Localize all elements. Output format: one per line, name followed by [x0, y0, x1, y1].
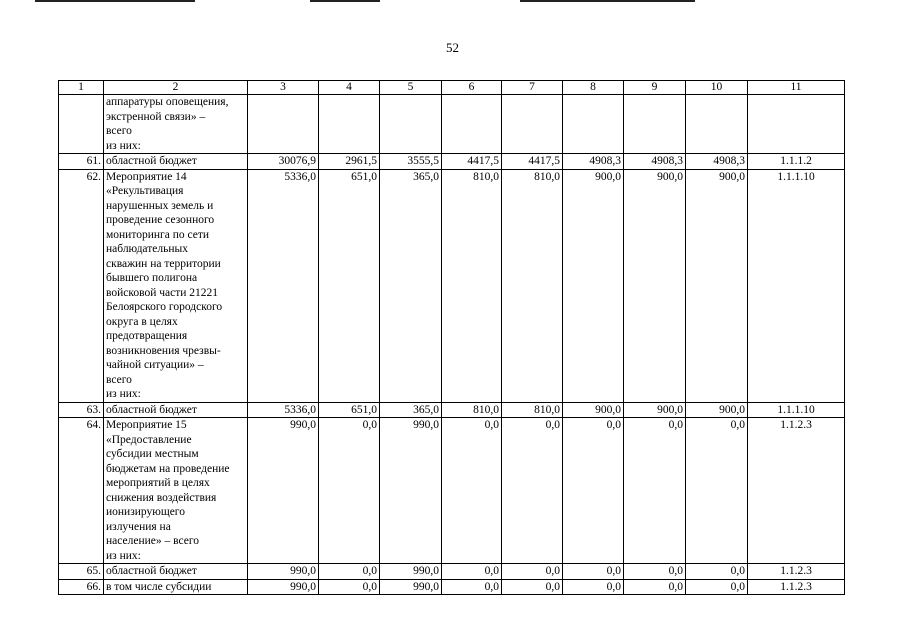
description-line: областной бюджет: [106, 155, 197, 167]
description-line: наблюдательных: [106, 243, 188, 255]
value-cell-col-7: 0,0: [502, 418, 563, 564]
value-cell-col-7: 0,0: [502, 564, 563, 580]
value-cell-col-4: 2961,5: [319, 154, 380, 170]
description-line: из них:: [106, 388, 141, 400]
target-code-cell: 1.1.1.10: [748, 169, 845, 402]
value-cell-col-4: [319, 95, 380, 154]
value-cell-col-9: 900,0: [624, 402, 686, 418]
target-code-cell: 1.1.2.3: [748, 579, 845, 595]
description-line: население» – всего: [106, 535, 200, 547]
description-line: субсидии местным: [106, 448, 199, 460]
value-cell-col-8: 4908,3: [563, 154, 624, 170]
value-cell-col-3: 990,0: [248, 579, 319, 595]
value-cell-col-8: 0,0: [563, 579, 624, 595]
description-line: скважин на территории: [106, 257, 221, 270]
value-cell-col-7: 810,0: [502, 402, 563, 418]
column-header-9: 9: [624, 81, 686, 95]
value-cell-col-5: 365,0: [380, 402, 442, 418]
target-code-cell: 1.1.1.10: [748, 402, 845, 418]
description-cell: [104, 418, 248, 564]
value-cell-col-3: 990,0: [248, 418, 319, 564]
value-cell-col-10: 900,0: [686, 169, 748, 402]
row-number-cell: 66.: [59, 579, 104, 595]
table-row: [59, 418, 845, 564]
value-cell-col-5: 990,0: [380, 564, 442, 580]
description-cell: [104, 579, 248, 595]
description-line: бюджетам на проведение: [106, 462, 230, 475]
value-cell-col-10: 0,0: [686, 564, 748, 580]
description-line: областной бюджет: [106, 565, 197, 577]
target-code-cell: 1.1.2.3: [748, 564, 845, 580]
value-cell-col-10: 4908,3: [686, 154, 748, 170]
description-cell: [104, 564, 248, 580]
value-cell-col-9: 0,0: [624, 564, 686, 580]
description-line: возникновения чрезвы-: [106, 344, 221, 357]
value-cell-col-10: [686, 95, 748, 154]
description-line: «Рекультивация: [106, 185, 184, 197]
column-header-1: 1: [59, 81, 104, 95]
value-cell-col-10: 0,0: [686, 418, 748, 564]
value-cell-col-4: 0,0: [319, 579, 380, 595]
description-line: снижения воздействия: [106, 491, 217, 504]
value-cell-col-7: 0,0: [502, 579, 563, 595]
value-cell-col-8: 900,0: [563, 402, 624, 418]
page-number: 52: [446, 40, 459, 55]
row-number-cell: 65.: [59, 564, 104, 580]
value-cell-col-3: 5336,0: [248, 402, 319, 418]
value-cell-col-4: 0,0: [319, 564, 380, 580]
description-line: чайной ситуации» –: [106, 359, 204, 371]
description-line: экстренной связи» –: [106, 110, 206, 123]
column-header-2: 2: [104, 81, 248, 95]
value-cell-col-7: 4417,5: [502, 154, 563, 170]
column-header-3: 3: [248, 81, 319, 95]
description-line: предотвращения: [106, 330, 188, 342]
column-header-5: 5: [380, 81, 442, 95]
value-cell-col-6: 0,0: [442, 579, 502, 595]
description-line: округа в целях: [106, 315, 178, 328]
value-cell-col-8: 0,0: [563, 564, 624, 580]
table-body: [59, 81, 845, 595]
description-line: Мероприятие 15: [106, 419, 187, 431]
description-line: всего: [106, 125, 132, 137]
value-cell-col-5: [380, 95, 442, 154]
value-cell-col-6: 0,0: [442, 418, 502, 564]
value-cell-col-6: 810,0: [442, 169, 502, 402]
value-cell-col-5: 990,0: [380, 418, 442, 564]
value-cell-col-9: 4908,3: [624, 154, 686, 170]
description-line: мониторинга по сети: [106, 228, 210, 241]
table-header-row: [59, 81, 845, 95]
description-line: из них:: [106, 139, 141, 152]
description-line: проведение сезонного: [106, 214, 215, 226]
description-line: из них:: [106, 549, 141, 562]
row-number-cell: 61.: [59, 154, 104, 170]
top-edge-rule-left: [35, 0, 195, 2]
value-cell-col-6: 4417,5: [442, 154, 502, 170]
value-cell-col-8: [563, 95, 624, 154]
top-edge-rule-center: [310, 0, 380, 2]
row-number-cell: 62.: [59, 169, 104, 402]
column-header-4: 4: [319, 81, 380, 95]
value-cell-col-9: 900,0: [624, 169, 686, 402]
value-cell-col-6: 810,0: [442, 402, 502, 418]
description-line: ионизирующего: [106, 506, 185, 518]
target-code-cell: 1.1.2.3: [748, 418, 845, 564]
value-cell-col-5: 990,0: [380, 579, 442, 595]
value-cell-col-7: [502, 95, 563, 154]
value-cell-col-8: 900,0: [563, 169, 624, 402]
value-cell-col-3: [248, 95, 319, 154]
description-line: мероприятий в целях: [106, 477, 210, 489]
value-cell-col-4: 0,0: [319, 418, 380, 564]
budget-table: [58, 80, 845, 595]
table-row: [59, 564, 845, 580]
value-cell-col-3: 5336,0: [248, 169, 319, 402]
description-cell: [104, 95, 248, 154]
description-cell: [104, 154, 248, 170]
description-cell: [104, 169, 248, 402]
description-line: «Предоставление: [106, 433, 192, 446]
description-line: всего: [106, 373, 132, 386]
row-number-cell: [59, 95, 104, 154]
description-line: областной бюджет: [106, 403, 197, 416]
table-row: [59, 154, 845, 170]
description-line: излучения на: [106, 520, 171, 533]
top-edge-rule-right: [520, 0, 695, 2]
row-number-cell: 63.: [59, 402, 104, 418]
description-cell: [104, 402, 248, 418]
value-cell-col-10: 900,0: [686, 402, 748, 418]
column-header-8: 8: [563, 81, 624, 95]
value-cell-col-9: [624, 95, 686, 154]
value-cell-col-3: 30076,9: [248, 154, 319, 170]
value-cell-col-10: 0,0: [686, 579, 748, 595]
row-number-cell: 64.: [59, 418, 104, 564]
value-cell-col-9: 0,0: [624, 418, 686, 564]
column-header-7: 7: [502, 81, 563, 95]
value-cell-col-6: [442, 95, 502, 154]
description-line: войсковой части 21221: [106, 286, 219, 299]
value-cell-col-7: 810,0: [502, 169, 563, 402]
value-cell-col-6: 0,0: [442, 564, 502, 580]
target-code-cell: 1.1.1.2: [748, 154, 845, 170]
table-row: [59, 95, 845, 154]
value-cell-col-8: 0,0: [563, 418, 624, 564]
description-line: Мероприятие 14: [106, 170, 187, 183]
description-line: Белоярского городского: [106, 301, 223, 313]
table-row: [59, 402, 845, 418]
column-header-10: 10: [686, 81, 748, 95]
description-line: бывшего полигона: [106, 272, 198, 284]
description-line: в том числе субсидии: [106, 580, 212, 593]
description-line: аппаратуры оповещения,: [106, 96, 229, 108]
column-header-11: 11: [748, 81, 845, 95]
value-cell-col-5: 365,0: [380, 169, 442, 402]
value-cell-col-3: 990,0: [248, 564, 319, 580]
description-line: нарушенных земель и: [106, 199, 214, 212]
table-row: [59, 169, 845, 402]
value-cell-col-4: 651,0: [319, 402, 380, 418]
value-cell-col-5: 3555,5: [380, 154, 442, 170]
table-row: [59, 579, 845, 595]
value-cell-col-4: 651,0: [319, 169, 380, 402]
value-cell-col-9: 0,0: [624, 579, 686, 595]
column-header-6: 6: [442, 81, 502, 95]
target-code-cell: [748, 95, 845, 154]
